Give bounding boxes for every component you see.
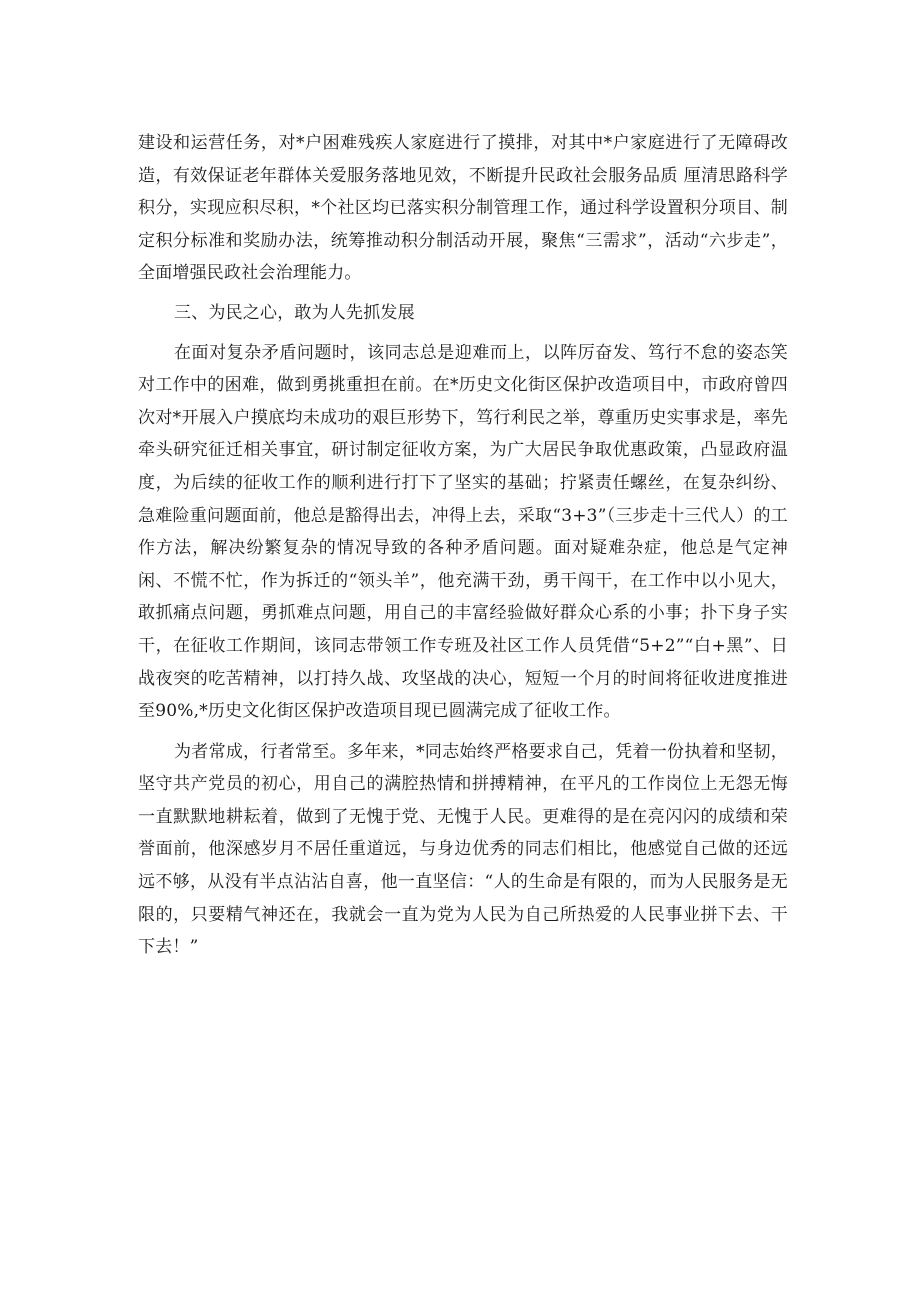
paragraph-2: 在面对复杂矛盾问题时，该同志总是迎难而上，以阵厉奋发、笃行不怠的姿态笑对工作中的困难，做到勇挑重担在前。在*历史文化街区保护改造项目中，市政府曾四次对*开展入户摸底均未成功的艰巨形势下，笃行利民之举，尊重历史实事求是，率先牵头研究征迁相关事宜，研讨制定征收方案，为广大居民争取优惠政策，凸显政府温度，为后续的征收工作的顺利进行打下了坚实的基础；拧紧责任螺丝，在复杂纠纷、急难险重问题面前，他总是豁得出去，冲得上去，采取“3+3”（三步走十三代人）的工作方法，解决纷繁复杂的情况导致的各种矛盾问题。面对疑难杂症，他总是气定神闲、不慌不忙，作为拆迁的“领头羊”，他充满干劲，勇干闯干，在工作中以小见大，敢抓痛点问题，勇抓难点问题，用自己的丰富经验做好群众心系的小事；扑下身子实干，在征收工作期间，该同志带领工作专班及社区工作人员凭借“5+2”“白+黑”、日战夜突的吃苦精神，以打持久战、攻坚战的决心，短短一个月的时间将征收进度推进至90%,*历史文化街区保护改造项目现已圆满完成了征收工作。 [138,342,788,722]
paragraph-3: 为者常成，行者常至。多年来，*同志始终严格要求自己，凭着一份执着和坚韧，坚守共产党员的初心，用自己的满腔热情和拼搏精神，在平凡的工作岗位上无怨无悔一直默默地耕耘着，做到了无愧于党、无愧于人民。更难得的是在亮闪闪的成绩和荣誉面前，他深感岁月不居任重道远，与身边优秀的同志们相比，他感觉自己做的还远远不够，从没有半点沾沾自喜，他一直坚信：“人的生命是有限的，而为人民服务是无限的，只要精气神还在，我就会一直为党为人民为自己所热爱的人民事业拼下去、干下去！” [138,741,788,958]
section-heading-3: 三、为民之心，敢为人先抓发展 [174,302,415,323]
document-body [138,127,788,964]
paragraph-1: 建设和运营任务，对*户困难残疾人家庭进行了摸排，对其中*户家庭进行了无障碍改造，有效保证老年群体关爱服务落地见效，不断提升民政社会服务品质 厘清思路科学积分，实现应积尽积，*个社区均已落实积分制管理工作，通过科学设置积分项目、制定积分标准和奖励办法，统筹推动积分制活动开展，聚焦“三需求”，活动“六步走”，全面增强民政社会治理能力。 [138,133,788,284]
